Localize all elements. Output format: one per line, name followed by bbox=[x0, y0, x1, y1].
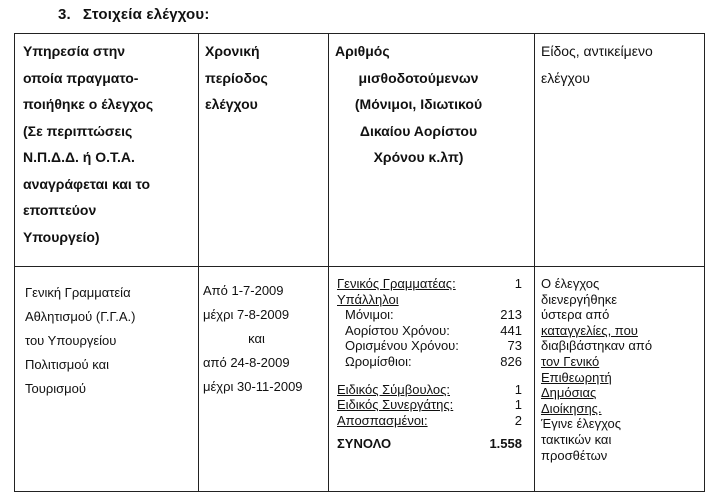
staff-value: 1 bbox=[514, 381, 522, 397]
service-cell bbox=[15, 267, 199, 492]
description-line: Ο έλεγχος bbox=[541, 276, 600, 291]
header-service-line: αναγράφεται και το bbox=[23, 175, 151, 192]
header-service-line: Υπουργείο) bbox=[23, 228, 100, 245]
staff-value: 213 bbox=[500, 307, 522, 323]
period-line: μέχρι 30-11-2009 bbox=[203, 379, 303, 394]
header-cell-description bbox=[535, 34, 705, 267]
staff-value: 73 bbox=[507, 338, 522, 354]
staff-total-row bbox=[337, 436, 522, 452]
header-staff-line: Δικαίου Αορίστου bbox=[359, 122, 478, 139]
header-service-line: οποία πραγματο- bbox=[23, 69, 139, 86]
audit-details-table bbox=[14, 33, 705, 492]
description-cell bbox=[535, 267, 705, 492]
staff-row bbox=[337, 413, 522, 429]
header-staff-line: Αριθμός bbox=[335, 43, 390, 59]
staff-value: 826 bbox=[500, 353, 522, 369]
staff-value: 2 bbox=[514, 412, 522, 428]
header-service-line: (Σε περιπτώσεις bbox=[23, 122, 133, 139]
description-line: Έγινε έλεγχος bbox=[541, 416, 622, 432]
period-line: μέχρι 7-8-2009 bbox=[203, 307, 290, 322]
header-row bbox=[15, 34, 705, 267]
staff-row bbox=[337, 307, 522, 323]
header-period-line: περίοδος bbox=[205, 69, 268, 86]
staff-label: Υπάλληλοι bbox=[337, 291, 399, 307]
staff-label: Ειδικός Σύμβουλος: bbox=[337, 381, 450, 397]
description-line: καταγγελίες, που bbox=[541, 322, 638, 338]
staff-label: Αποσπασμένοι: bbox=[337, 412, 428, 428]
staff-label: Ωρομίσθιοι: bbox=[345, 353, 412, 369]
description-line: Διοίκησης. bbox=[541, 400, 602, 416]
description-line: τακτικών και bbox=[541, 431, 612, 447]
service-line: Πολιτισμού και bbox=[25, 357, 109, 372]
description-line: Δημόσιας bbox=[541, 385, 597, 401]
description-line: ύστερα από bbox=[541, 307, 610, 323]
header-description-line: ελέγχου bbox=[541, 69, 590, 86]
section-title bbox=[58, 6, 210, 23]
header-period-line: Χρονική bbox=[205, 43, 260, 59]
section-heading: Στοιχεία ελέγχου: bbox=[82, 6, 210, 23]
service-line: Αθλητισμού (Γ.Γ.Α.) bbox=[25, 309, 136, 324]
staff-label: Ορισμένου Χρόνου: bbox=[345, 338, 459, 354]
staff-label: Μόνιμοι: bbox=[345, 307, 394, 323]
header-service-line: εποπτεύον bbox=[23, 202, 97, 218]
header-service-line: ποιήθηκε ο έλεγχος bbox=[23, 96, 154, 112]
header-period-line: ελέγχου bbox=[205, 96, 258, 112]
header-cell-period bbox=[199, 34, 329, 267]
header-staff-line: (Μόνιμοι, Ιδιωτικού bbox=[354, 96, 483, 112]
staff-row bbox=[337, 397, 522, 413]
staff-row bbox=[337, 323, 522, 339]
header-service-line: Υπηρεσία στην bbox=[23, 43, 126, 59]
period-line: και bbox=[248, 331, 265, 346]
table-row bbox=[15, 267, 705, 492]
service-line: Τουρισμού bbox=[25, 381, 86, 396]
staff-total-label: ΣΥΝΟΛΟ bbox=[337, 436, 392, 452]
staff-row bbox=[337, 338, 522, 354]
period-line: από 24-8-2009 bbox=[203, 355, 290, 370]
header-staff-line: μισθοδοτούμενων bbox=[358, 69, 479, 86]
header-cell-service bbox=[15, 34, 199, 267]
staff-label: Αορίστου Χρόνου: bbox=[345, 322, 450, 338]
staff-label: Ειδικός Συνεργάτης: bbox=[337, 397, 454, 413]
staff-value: 1 bbox=[514, 276, 522, 291]
header-cell-staff bbox=[329, 34, 535, 267]
section-number: 3. bbox=[58, 6, 71, 23]
spacer bbox=[337, 370, 522, 382]
description-line: προσθέτων bbox=[541, 447, 608, 463]
staff-value: 1 bbox=[514, 397, 522, 413]
header-description-line: Είδος, αντικείμενο bbox=[541, 43, 653, 59]
staff-label: Γενικός Γραμματέας: bbox=[337, 276, 456, 291]
period-cell bbox=[199, 267, 329, 492]
staff-cell bbox=[329, 267, 535, 492]
description-line: διενεργήθηκε bbox=[541, 291, 618, 307]
service-line: του Υπουργείου bbox=[25, 333, 117, 348]
header-staff-line: Χρόνου κ.λπ) bbox=[373, 149, 464, 165]
period-line: Από 1-7-2009 bbox=[203, 283, 284, 298]
service-line: Γενική Γραμματεία bbox=[25, 285, 131, 300]
staff-subheading bbox=[337, 292, 522, 308]
staff-row bbox=[337, 382, 522, 398]
staff-row bbox=[337, 354, 522, 370]
description-line: τον Γενικό bbox=[541, 353, 600, 369]
staff-value: 441 bbox=[500, 322, 522, 338]
description-line: Επιθεωρητή bbox=[541, 369, 612, 385]
staff-row bbox=[337, 276, 522, 292]
staff-total-value: 1.558 bbox=[489, 436, 522, 452]
description-line: διαβιβάστηκαν από bbox=[541, 338, 653, 354]
header-service-line: Ν.Π.Δ.Δ. ή Ο.Τ.Α. bbox=[23, 149, 135, 165]
